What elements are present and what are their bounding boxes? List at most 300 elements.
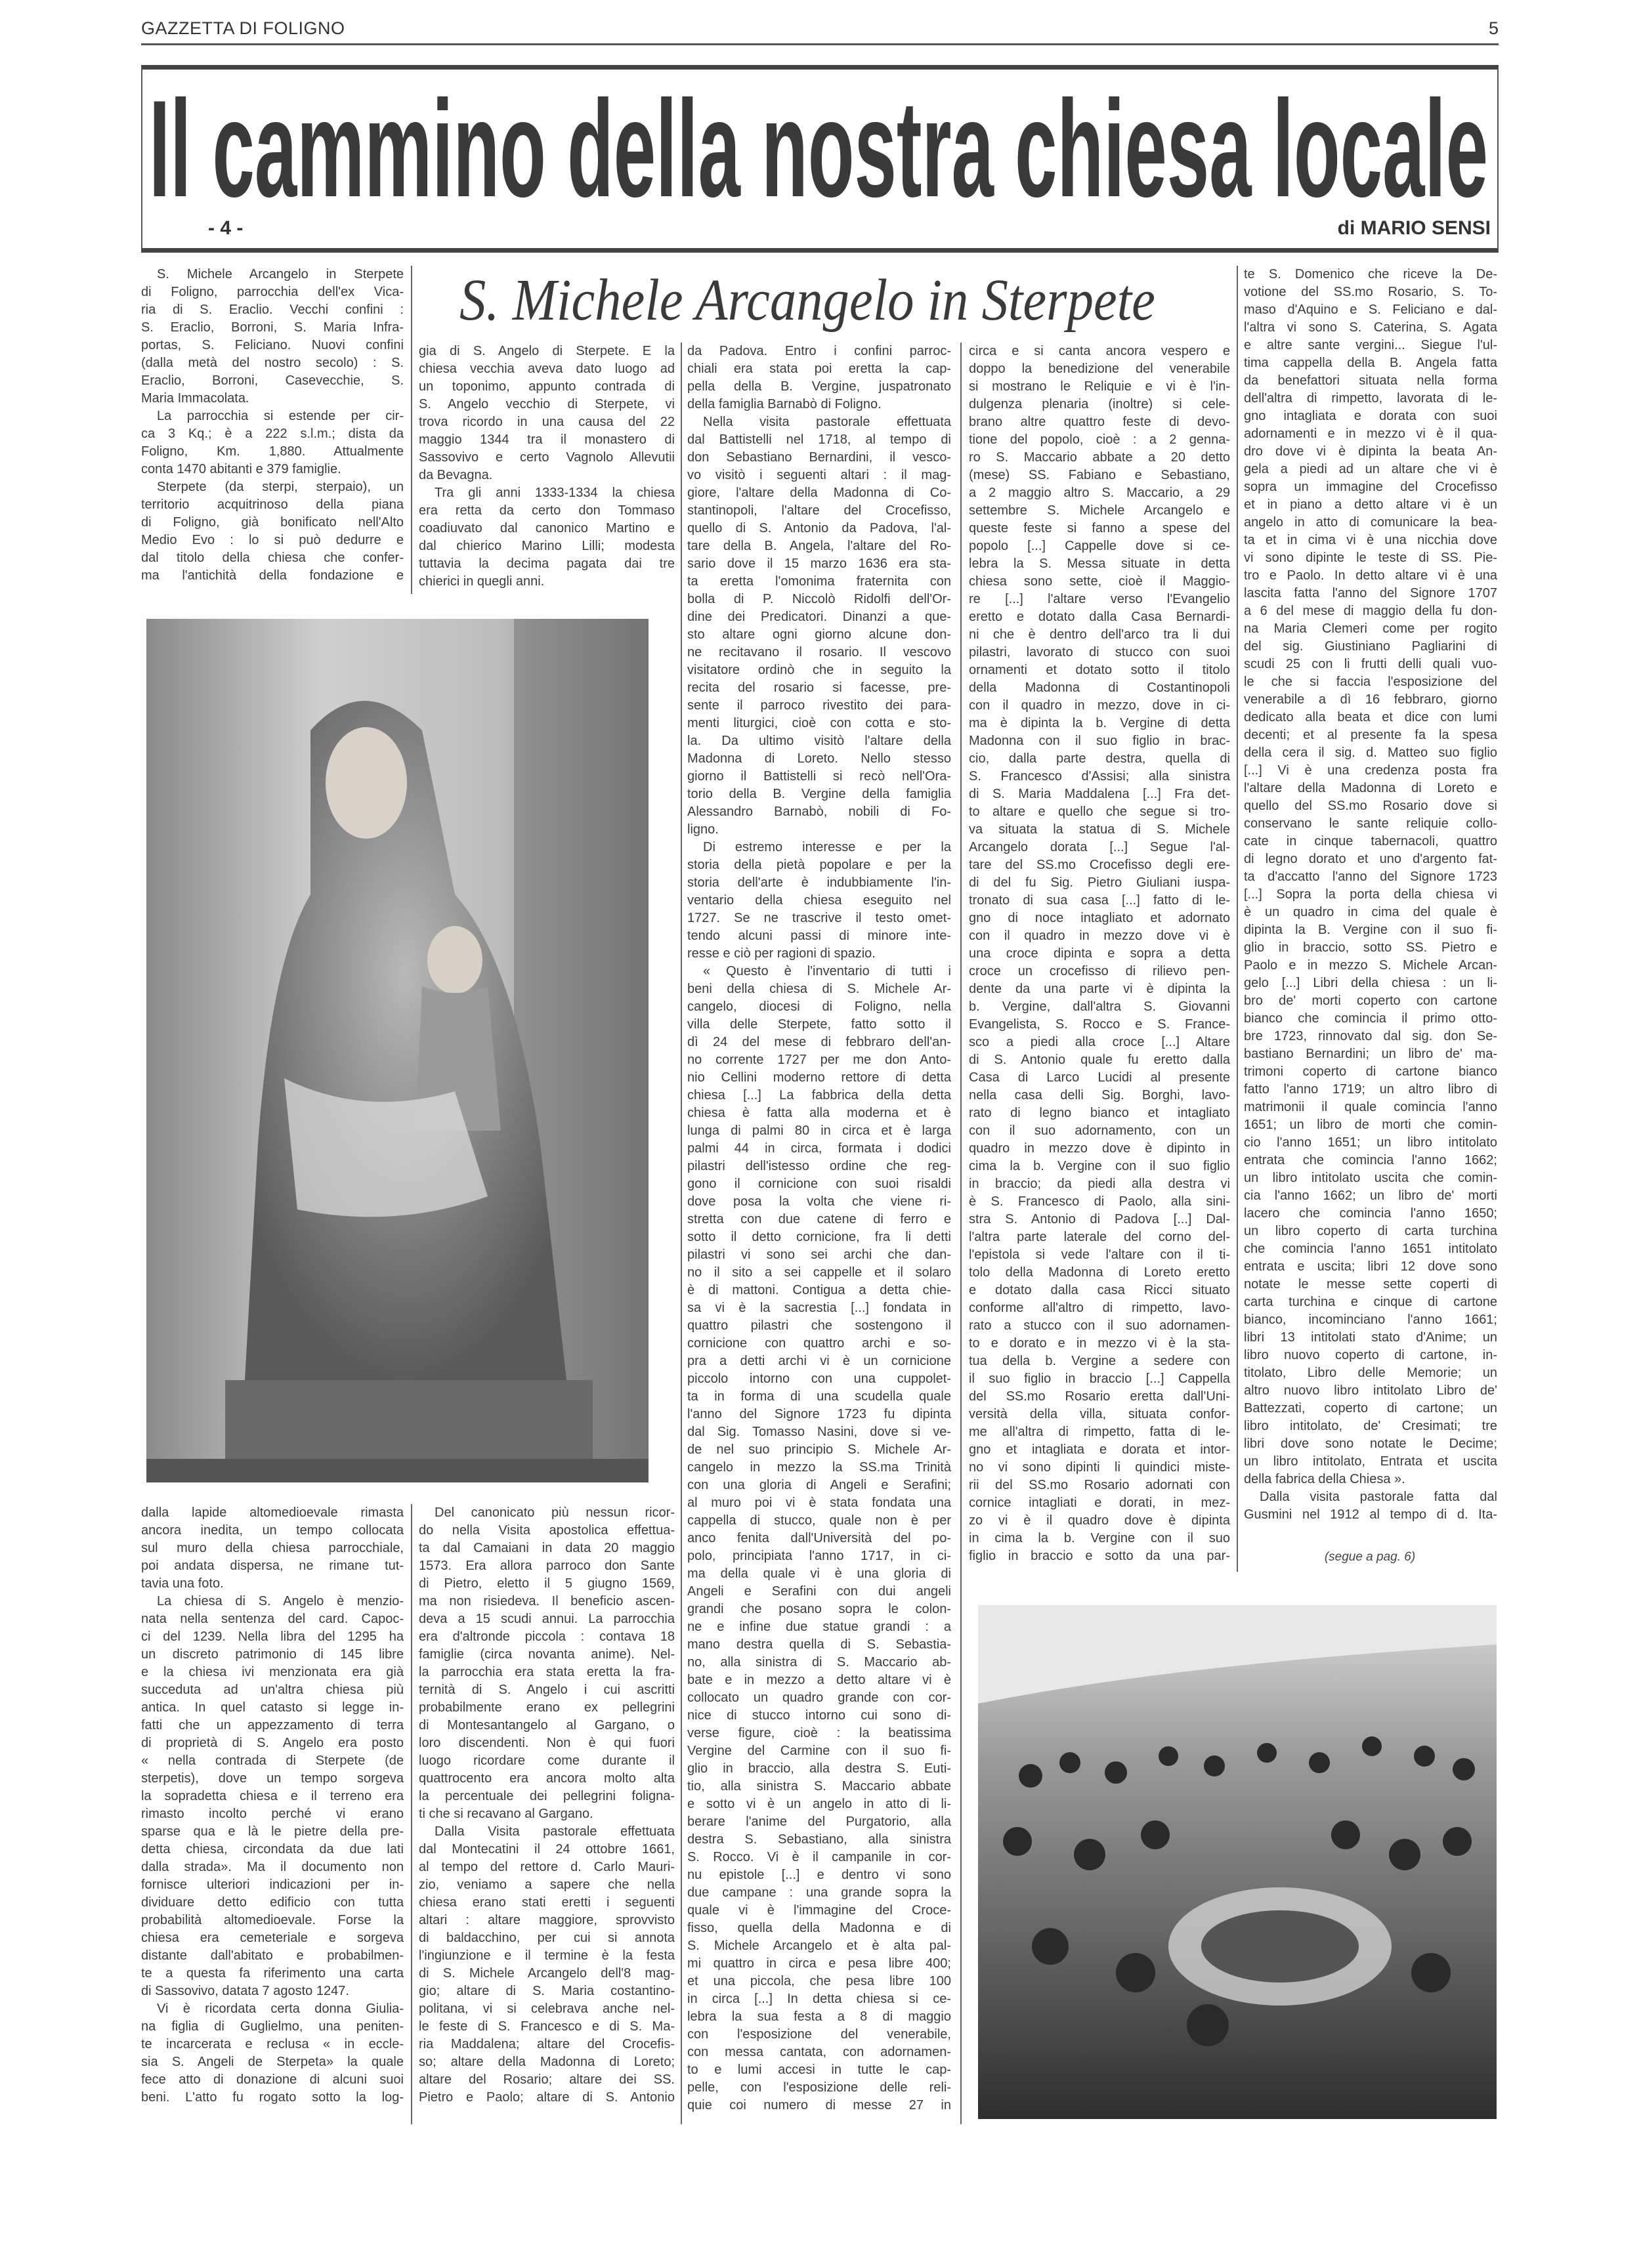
- text-line: cio, dalla parte destra, quella di: [969, 751, 1230, 766]
- text-line: villa delle Sterpete, fatto sotto il: [687, 1017, 951, 1032]
- text-line: chiesa era cemeteriale e sorgeva: [141, 1931, 404, 1945]
- text-line: tio, alla sinistra S. Maccario abbate: [687, 1779, 951, 1794]
- text-line: na figlia di Guglielmo, una peniten-: [141, 2019, 404, 2034]
- madonna-statue-photo: [146, 619, 649, 1482]
- text-line: distante dall'abitato e probabilmen-: [141, 1948, 404, 1963]
- text-line: con il quadro in mezzo dove vi è: [969, 929, 1230, 943]
- text-line: altro nuovo libro intitolato Libro de': [1244, 1383, 1497, 1398]
- text-line: storia dell'arte è indubbiamente l'in-: [687, 875, 951, 890]
- text-line: mano destra quella di S. Sebastia-: [687, 1637, 951, 1652]
- text-line: chierici in quegli anni.: [419, 574, 545, 589]
- text-line: tare della B. Angela, l'altare del Ro-: [687, 539, 951, 553]
- text-line: no corrente 1727 per me don Anto-: [687, 1053, 951, 1067]
- text-line: S. Michele Arcangelo in Sterpete: [157, 267, 404, 282]
- text-line: e la chiesa ivi menzionata era già: [141, 1665, 404, 1679]
- text-line: loro discendenti. Non è qui fuori: [419, 1736, 675, 1750]
- text-line: « Questo è l'inventario di tutti i: [703, 964, 951, 978]
- text-line: dal Sig. Tomasso Nasini, dove si ve-: [687, 1425, 951, 1439]
- text-line: Madonna con il suo figlio in brac-: [969, 734, 1230, 748]
- text-line: ta eretta l'omonima fraternita con: [687, 574, 951, 589]
- text-line: ancora inedita, un tempo collocata: [141, 1523, 404, 1538]
- text-line: to e lumi accesi in tutte le cap-: [687, 2063, 951, 2077]
- text-line: venerabile a dì 16 febbraro, giorno: [1244, 692, 1497, 707]
- text-line: dalla lapide altomedioevale rimasta: [141, 1505, 404, 1520]
- article-title-graphic: [459, 266, 1168, 335]
- text-line: al muro poi vi è stata fondata una: [687, 1496, 951, 1510]
- text-line: Sassovivo e certo Vagnolo Allevutii: [419, 450, 675, 465]
- text-line: la. Da ultimo visitò l'altare della: [687, 734, 951, 748]
- text-line: ornamenti et dotato sotto il titolo: [969, 663, 1230, 677]
- text-line: altari : altare maggiore, sprovvisto: [419, 1913, 675, 1927]
- text-line: beni. L'atto fu rogato sotto la log-: [141, 2090, 404, 2105]
- text-line: ta dal Camaiani in data 20 maggio: [419, 1541, 675, 1555]
- text-line: gono il cornicione con suoi risaldi: [687, 1177, 951, 1191]
- text-line: di S. Maria Maddalena [...] Fra det-: [969, 787, 1230, 801]
- text-line: tronato di sua casa [...] fatto di le-: [969, 893, 1230, 908]
- text-line: l'ingiunzione e il termine è la festa: [419, 1948, 675, 1963]
- text-line: 1651; un libro de morti che comin-: [1244, 1118, 1497, 1132]
- text-line: titolato, Libro delle Memorie; un: [1244, 1366, 1497, 1380]
- text-line: stantinopoli, l'altare del Crocefisso,: [687, 503, 951, 518]
- text-line: ne e infine due statue grandi : a: [687, 1620, 951, 1634]
- text-line: gno intagliata e dorata con suoi: [1244, 409, 1497, 423]
- text-line: et in piano a detto altare vi è un: [1244, 497, 1497, 512]
- text-line: angelo in atto di comunicare la bea-: [1244, 515, 1497, 530]
- text-line: ca 3 Kq.; è a 222 s.l.m.; dista da: [141, 427, 404, 441]
- text-line: pilastri, lavorato di stucco con suoi: [969, 645, 1230, 660]
- text-line: ma è dipinta la b. Vergine di detta: [969, 716, 1230, 730]
- text-line: sparse qua e là le pietre della pre-: [141, 1824, 404, 1839]
- text-line: la sopradetta chiesa e il terreno era: [141, 1789, 404, 1803]
- text-line: di S. Antonio quale fu eretto dalla: [969, 1053, 1230, 1067]
- text-line: trova ricordo in una causa del 22: [419, 415, 675, 429]
- text-line: quello di S. Antonio da Padova, l'al-: [687, 521, 951, 536]
- text-line: palmi 44 in circa, formata i dodici: [687, 1141, 951, 1156]
- text-line: adornamenti e in mezzo vi è il qua-: [1244, 427, 1497, 441]
- text-line: ne recitavano il rosario. Il vescovo: [687, 645, 951, 660]
- column-rule: [1237, 266, 1238, 1572]
- text-line: (mese) SS. Fabiano e Sebastiano,: [969, 468, 1230, 482]
- text-line: della fabrica della Chiesa ».: [1244, 1472, 1405, 1486]
- text-line: luogo ricordare come durante il: [419, 1754, 675, 1768]
- text-line: te incarcerata e reclusa « in eccle-: [141, 2037, 404, 2051]
- text-line: è di mattoni. Contigua a detta chie-: [687, 1283, 951, 1297]
- text-line: scudi 25 con li frutti delli quali vuo-: [1244, 657, 1497, 671]
- text-line: te a questa fa riferimento una carta: [141, 1966, 404, 1981]
- publication-name: GAZZETTA DI FOLIGNO: [141, 18, 345, 38]
- text-line: glio in braccio, sotto SS. Pietro e: [1244, 940, 1497, 955]
- column-rule: [681, 343, 682, 2124]
- text-line: da Padova. Entro i confini parroc-: [687, 344, 951, 358]
- text-line: Gusmini nel 1912 al tempo di d. Ita-: [1244, 1507, 1497, 1522]
- text-line: dal chierico Marino Lilli; modesta: [419, 539, 675, 553]
- text-line: popolo [...] Cappelle dove si ce-: [969, 539, 1230, 553]
- text-line: ta in forma di una scudella quale: [687, 1389, 951, 1404]
- text-line: cima la b. Vergine con il suo figlio: [969, 1159, 1230, 1173]
- text-line: portas, S. Feliciano. Nuovi confini: [141, 338, 404, 352]
- continued-note: (segue a pag. 6): [1324, 1550, 1416, 1564]
- text-line: in braccio; da piedi alla destra vi: [969, 1177, 1230, 1191]
- text-line: ma non risiedeva. Il beneficio ascen-: [419, 1594, 675, 1608]
- text-line: ci del 1239. Nella libra del 1295 ha: [141, 1629, 404, 1644]
- text-line: libro nuovo coperto di cartone, in-: [1244, 1348, 1497, 1362]
- text-line: destra S. Sebastiano, alla sinistra: [687, 1832, 951, 1847]
- text-line: Battezzati, coperto di cartone; un: [1244, 1401, 1497, 1416]
- text-line: eretto e dotato dalla Casa Bernardi-: [969, 610, 1230, 624]
- text-line: di proprietà di S. Angelo era posto: [141, 1736, 404, 1750]
- text-line: succeduta ad un'altra chiesa più: [141, 1683, 404, 1697]
- text-line: con una gloria di Angeli e Serafini;: [687, 1478, 951, 1492]
- text-line: resse e ciò per ragioni di spazio.: [687, 946, 876, 961]
- text-line: detta chiesa, circondata da due lati: [141, 1842, 404, 1857]
- text-line: no vi sono dipinti li quindici miste-: [969, 1460, 1230, 1475]
- text-line: lascita fatta l'anno del Signore 1707: [1244, 586, 1497, 600]
- text-line: di Sassovivo, datata 7 agosto 1247.: [141, 1984, 349, 1998]
- text-line: con il quadro in mezzo, dove in ci-: [969, 698, 1230, 713]
- article-title: S. Michele Arcangelo in Sterpete: [459, 268, 1155, 333]
- column-5: [1244, 266, 1497, 1524]
- text-line: Vergine del Carmine con il suo fi-: [687, 1744, 951, 1758]
- text-line: giore, l'altare della Madonna di Co-: [687, 486, 951, 500]
- column-rule: [411, 266, 412, 594]
- text-line: cangelo, diocesi di Foligno, nella: [687, 999, 951, 1014]
- text-line: territorio acquitrinoso della piana: [141, 497, 404, 512]
- text-line: dì 24 del mese di febbraro dell'an-: [687, 1035, 951, 1049]
- text-line: sco a piedi alla croce [...] Altare: [969, 1035, 1230, 1049]
- text-line: entrata e uscita; libri 12 dove sono: [1244, 1259, 1497, 1274]
- text-line: con il suo adornamento, con un: [969, 1124, 1230, 1138]
- text-line: dine dei Predicatori. Dinanzi a que-: [687, 610, 951, 624]
- text-line: me all'altra di rimpetto, fatta di le-: [969, 1425, 1230, 1439]
- text-line: probabilità altomedioevale. Forse la: [141, 1913, 404, 1927]
- text-line: della Madonna di Costantinopoli: [969, 681, 1230, 695]
- text-line: figlio in braccio e sotto da una par-: [969, 1549, 1230, 1563]
- text-line: ti che si recavano al Gargano.: [419, 1807, 593, 1821]
- text-line: notate le messe sette coperti di: [1244, 1277, 1497, 1292]
- text-line: ternità di S. Angelo i cui ascritti: [419, 1683, 675, 1697]
- text-line: ta et in cima vi è una nicchia dove: [1244, 533, 1497, 547]
- text-line: rii del SS.mo Rosario adornati con: [969, 1478, 1230, 1492]
- text-line: chiesa è fatta alla moderna et è: [687, 1106, 951, 1120]
- text-line: na Maria Clemeri come per rogito: [1244, 621, 1497, 636]
- text-line: libri 13 intitolati stato d'Anime; un: [1244, 1330, 1497, 1345]
- text-line: matrimonii il quale comincia l'anno: [1244, 1100, 1497, 1114]
- text-line: di legno dorato et uno d'argento fat-: [1244, 852, 1497, 866]
- text-line: probabilmente erano ex pellegrini: [419, 1700, 675, 1715]
- text-line: bro de' morti coperto con cartone: [1244, 994, 1497, 1008]
- text-line: Vi è ricordata certa donna Giulia-: [157, 2002, 404, 2016]
- text-line: va situata la statua di S. Michele: [969, 822, 1230, 837]
- text-line: decenti; et al presente fa la spesa: [1244, 728, 1497, 742]
- text-line: coadiuvato dal canonico Martino e: [419, 521, 675, 536]
- text-line: era d'altronde piccola : contava 18: [419, 1629, 675, 1644]
- column-2-bottom: [419, 1504, 675, 2107]
- series-title-graphic: [149, 81, 1491, 213]
- text-line: S. Angelo vecchio di Sterpete, vi: [419, 397, 675, 411]
- text-line: stra S. Antonio di Padova [...] Dal-: [969, 1212, 1230, 1227]
- text-line: ria di S. Eraclio. Vecchi confini :: [141, 303, 404, 317]
- text-line: a 2 maggio altro S. Maccario, a 29: [969, 486, 1230, 500]
- text-line: Evangelista, S. Rocco e S. France-: [969, 1017, 1230, 1032]
- text-line: maggio 1344 tra il monastero di: [419, 432, 675, 447]
- series-title-box: [141, 65, 1499, 253]
- text-line: pra a detti archi vi è un cornicione: [687, 1354, 951, 1368]
- text-line: La parrocchia si estende per cir-: [157, 409, 404, 423]
- text-line: berare l'anime del Purgatorio, alla: [687, 1815, 951, 1829]
- text-line: pilastri dell'istesso ordine che reg-: [687, 1159, 951, 1173]
- text-line: un libro coperto di carta turchina: [1244, 1224, 1497, 1238]
- text-line: ria Maddalena; altare del Crocefis-: [419, 2037, 675, 2051]
- text-line: brano altre quattro feste di devo-: [969, 415, 1230, 429]
- text-line: ma della quale vi è una gloria di: [687, 1566, 951, 1581]
- text-line: sotto il detto cornicione, fra li detti: [687, 1230, 951, 1244]
- text-line: altare del Rosario; altare dei SS.: [419, 2072, 675, 2087]
- text-line: quattro pilastri che sostengono il: [687, 1318, 951, 1333]
- text-line: pella della B. Vergine, juspatronato: [687, 379, 951, 394]
- text-line: e dotato dalla casa Ricci situato: [969, 1283, 1230, 1297]
- column-1-bottom: [141, 1504, 404, 2107]
- text-line: con l'esposizione del venerabile,: [687, 2027, 951, 2042]
- text-line: piccolo intorno con una cuppolet-: [687, 1372, 951, 1386]
- text-line: lacero che comincia l'anno 1650;: [1244, 1206, 1497, 1221]
- text-line: la parrocchia era stata eretta la fra-: [419, 1665, 675, 1679]
- text-line: et una piccola, che pesa libre 100: [687, 1974, 951, 1988]
- text-line: gela a piedi ad un altare che vi è: [1244, 462, 1497, 476]
- text-line: fece atto di donazione di alcuni suoi: [141, 2072, 404, 2087]
- text-line: ma l'antichità della fondazione e: [141, 568, 404, 583]
- text-line: mi quattro in circa e pesa libre 400;: [687, 1956, 951, 1971]
- text-line: torio della B. Vergine della famiglia: [687, 787, 951, 801]
- text-line: libri dove sono notate le Decime;: [1244, 1437, 1497, 1451]
- text-line: Di estremo interesse e per la: [703, 840, 951, 854]
- text-line: Nella visita pastorale effettuata: [703, 415, 951, 429]
- text-line: un libro intitolato, Entrata et uscita: [1244, 1454, 1497, 1469]
- text-line: da Bevagna.: [419, 468, 493, 482]
- text-line: chiesa [...] La fabbrica della detta: [687, 1088, 951, 1102]
- series-title: Il cammino della nostra chiesa locale: [149, 81, 1488, 213]
- text-line: un discreto patrimonio di 145 libre: [141, 1647, 404, 1662]
- text-line: sul muro della chiesa parrocchiale,: [141, 1541, 404, 1555]
- text-line: rato a stucco con il suo adornamen-: [969, 1318, 1230, 1333]
- text-line: settembre S. Michele Arcangelo e: [969, 503, 1230, 518]
- text-line: ni che è dentro dell'arco tra li dui: [969, 627, 1230, 642]
- text-line: nice di stucco intorno cui sono di-: [687, 1708, 951, 1723]
- text-line: 1573. Era allora parroco don Sante: [419, 1559, 675, 1573]
- text-line: l'altra vi sono S. Caterina, S. Agata: [1244, 320, 1497, 335]
- text-line: Dalla Visita pastorale effettuata: [435, 1824, 675, 1839]
- text-line: fatti che un appezzamento di terra: [141, 1718, 404, 1732]
- text-line: b. Vergine, dall'altra S. Giovanni: [969, 999, 1230, 1014]
- text-line: maso d'Aquino e S. Feliciano e dal-: [1244, 303, 1497, 317]
- text-line: Tra gli anni 1333-1334 la chiesa: [435, 486, 675, 500]
- column-2-top: [419, 343, 675, 591]
- text-line: Angeli e Serafini con dui angeli: [687, 1584, 951, 1599]
- text-line: famiglie (circa novanta anime). Nel-: [419, 1647, 675, 1662]
- text-line: dal titolo della chiesa che confer-: [141, 551, 404, 565]
- author-byline: di MARIO SENSI: [1337, 217, 1491, 239]
- text-line: quadro in mezzo dove è dipinto in: [969, 1141, 1230, 1156]
- text-line: [...] Sopra la porta della chiesa vi: [1244, 887, 1497, 902]
- text-line: rimasto incolto perché vi erano: [141, 1807, 404, 1821]
- text-line: so; altare della Madonna di Loreto;: [419, 2055, 675, 2069]
- text-line: e sotto vi è un angelo in atto di li-: [687, 1797, 951, 1811]
- text-line: Maria Immacolata.: [141, 391, 249, 406]
- text-line: cappella di stucco, quale non è per: [687, 1513, 951, 1528]
- text-line: dell'altra di rimpetto, lavorata di le-: [1244, 391, 1497, 406]
- text-line: storia della pietà popolare e per la: [687, 858, 951, 872]
- text-line: chiali era stata poi eretta la cap-: [687, 362, 951, 376]
- text-line: cornice intagliati e dorati, in mez-: [969, 1496, 1230, 1510]
- text-line: la percentuale dei pellegrini foligna-: [419, 1789, 675, 1803]
- text-line: bianco, incominciano l'anno 1661;: [1244, 1312, 1497, 1327]
- text-line: recita del rosario si facesse, pre-: [687, 681, 951, 695]
- series-number: - 4 -: [208, 217, 244, 239]
- text-line: cornicione con quattro archi e so-: [687, 1336, 951, 1351]
- text-line: dulgenza plenaria (inoltre) si cele-: [969, 397, 1230, 411]
- text-line: ligno.: [687, 822, 719, 837]
- text-line: gno di noce intagliato et adornato: [969, 911, 1230, 925]
- text-line: due campane : una grande sopra la: [687, 1885, 951, 1900]
- text-line: pelle, con l'esposizione delle reli-: [687, 2080, 951, 2095]
- procession-crowd-photo: [978, 1605, 1497, 2119]
- text-line: della cera il sig. d. Matteo suo figlio: [1244, 746, 1497, 760]
- page-number: 5: [1488, 18, 1499, 38]
- text-line: e altre sante vergini... Siegue l'ul-: [1244, 338, 1497, 352]
- text-line: cia l'anno 1662; un libro de' morti: [1244, 1188, 1497, 1203]
- text-line: tione del popolo, cioè : a 2 genna-: [969, 432, 1230, 447]
- text-line: Medio Evo : lo si può dedurre e: [141, 533, 404, 547]
- text-line: carta turchina e cinque di cartone: [1244, 1295, 1497, 1309]
- text-line: quie coi numero di messe 27 in: [687, 2098, 951, 2112]
- text-line: entrata che comincia l'anno 1662;: [1244, 1153, 1497, 1167]
- text-line: (dalla metà del nostro secolo) : S.: [141, 356, 404, 370]
- text-line: to altare e quello che segue si tro-: [969, 805, 1230, 819]
- text-line: chiesa erano stati eretti i seguenti: [419, 1895, 675, 1910]
- text-line: è un quadro in cima del quale è: [1244, 905, 1497, 919]
- column-1-top: [141, 266, 404, 585]
- text-line: libro intitolato, de' Cresimati; tre: [1244, 1419, 1497, 1433]
- text-line: antica. In quel catasto si legge in-: [141, 1700, 404, 1715]
- text-line: di Montesantangelo al Gargano, o: [419, 1718, 675, 1732]
- text-line: verse figure, cioè : la beatissima: [687, 1726, 951, 1740]
- text-line: « nella contrada di Sterpete (de: [141, 1754, 404, 1768]
- text-line: conforme all'altro di rimpetto, lavo-: [969, 1301, 1230, 1315]
- text-line: bolla di P. Niccolò Ridolfi dell'Or-: [687, 592, 951, 606]
- text-line: dividuare detto edificio con tutta: [141, 1895, 404, 1910]
- text-line: Casa di Larco Lucidi al presente: [969, 1070, 1230, 1085]
- text-line: trimoni coperto di cartone bianco: [1244, 1064, 1497, 1079]
- text-line: chiesa sono sette, cioè il Maggio-: [969, 574, 1230, 589]
- text-line: zio, veniamo a sapere che nella: [419, 1878, 675, 1892]
- text-line: cate in cinque tabernacoli, quattro: [1244, 834, 1497, 849]
- text-line: do nella Visita apostolica effettua-: [419, 1523, 675, 1538]
- text-line: l'altare della Madonna di Loreto e: [1244, 781, 1497, 795]
- text-line: de nel suo principio S. Michele Ar-: [687, 1442, 951, 1457]
- text-line: bre 1723, rinnovato dal sig. don Se-: [1244, 1029, 1497, 1043]
- text-line: anco fenita dall'Università del po-: [687, 1531, 951, 1545]
- text-line: versità della villa, situata confor-: [969, 1407, 1230, 1421]
- text-line: al tempo del rettore d. Carlo Mauri-: [419, 1860, 675, 1874]
- text-line: queste feste si fanno a spese del: [969, 521, 1230, 536]
- text-line: l'epistola si vede l'altare con il ti-: [969, 1248, 1230, 1262]
- text-line: no, alla sinistra di S. Maccario ab-: [687, 1655, 951, 1670]
- column-4: [969, 343, 1230, 1565]
- text-line: gia di S. Angelo di Sterpete. E la: [419, 344, 675, 358]
- text-line: stretta con due catene di ferro e: [687, 1212, 951, 1227]
- text-line: sia S. Angeli de Sterpeta» la quale: [141, 2055, 404, 2069]
- text-line: di baldacchino, per cui si annota: [419, 1931, 675, 1945]
- text-line: Pietro e Paolo; altare di S. Antonio: [419, 2090, 675, 2105]
- text-line: zo vi è il quadro dove è dipinta: [969, 1513, 1230, 1528]
- text-line: era retta da certo don Tommaso: [419, 503, 675, 518]
- text-line: del sig. Giustiniano Pagliarini di: [1244, 639, 1497, 654]
- text-line: lebra la S. Messa situate in detta: [969, 556, 1230, 571]
- text-line: un toponimo, appunto contrada di: [419, 379, 675, 394]
- text-line: fisso, quella della Madonna e di: [687, 1921, 951, 1935]
- text-line: gelo [...] Libri della chiesa : un li-: [1244, 976, 1497, 990]
- text-line: giorno il Battistelli si recò nell'Ora-: [687, 769, 951, 784]
- text-line: ro S. Maccario abbate a 20 detto: [969, 450, 1230, 465]
- text-line: collocato un quadro grande con cor-: [687, 1690, 951, 1705]
- text-line: votione del SS.mo Rosario, S. To-: [1244, 285, 1497, 299]
- text-line: a 6 del mese di maggio della fu don-: [1244, 604, 1497, 618]
- text-line: Madonna di Loreto. Nello stesso: [687, 751, 951, 766]
- text-line: quale vi è l'immagine del Croce-: [687, 1903, 951, 1918]
- text-line: dal Montecatini il 24 ottobre 1661,: [419, 1842, 675, 1857]
- text-line: bianco che comincia il primo otto-: [1244, 1011, 1497, 1026]
- text-line: fatto l'anno 1719; un altro libro di: [1244, 1082, 1497, 1097]
- text-line: tendo alcuni passi di minore inte-: [687, 929, 951, 943]
- text-line: re [...] l'altare verso l'Evangelio: [969, 592, 1230, 606]
- text-line: bate e in mezzo a detto altare vi è: [687, 1673, 951, 1687]
- text-line: nella casa delli Sig. Borghi, lavo-: [969, 1088, 1230, 1102]
- text-line: le feste di S. Francesco e di S. Ma-: [419, 2019, 675, 2034]
- text-line: conta 1470 abitanti e 379 famiglie.: [141, 462, 341, 476]
- text-line: circa e si canta ancora vespero e: [969, 344, 1230, 358]
- text-line: di S. Michele Arcangelo dell'8 mag-: [419, 1966, 675, 1981]
- text-line: nu epistole [...] e dentro vi sono: [687, 1868, 951, 1882]
- text-line: Eraclio, Borroni, Casevecchie, S.: [141, 373, 404, 388]
- text-line: quello del SS.mo Rosario dove si: [1244, 799, 1497, 813]
- text-line: sopra un immagine del Crocefisso: [1244, 480, 1497, 494]
- text-line: sario dove il 15 marzo 1636 era sta-: [687, 556, 951, 571]
- text-line: di del fu Sig. Pietro Giuliani iuspa-: [969, 875, 1230, 890]
- text-line: ventario della chiesa eseguito nel: [687, 893, 951, 908]
- text-line: cio l'anno 1651; un libro intitolato: [1244, 1135, 1497, 1150]
- text-line: di Pietro, eletto il 5 giugno 1569,: [419, 1576, 675, 1591]
- text-line: sente il parroco rivestito dei para-: [687, 698, 951, 713]
- text-line: Paolo e in mezzo S. Michele Arcan-: [1244, 958, 1497, 973]
- text-line: Foligno, Km. 1,880. Attualmente: [141, 444, 404, 459]
- text-line: [...] Vi è una credenza posta fra: [1244, 763, 1497, 778]
- text-line: Arcangelo dorata [...] Segue l'al-: [969, 840, 1230, 854]
- text-line: S. Michele Arcangelo et è alta pal-: [687, 1939, 951, 1953]
- text-line: to e dorato e in mezzo vi è la sta-: [969, 1336, 1230, 1351]
- text-line: l'altra parte laterale del corno del-: [969, 1230, 1230, 1244]
- text-line: menti liturgici, cioè con cotta e sto-: [687, 716, 951, 730]
- text-line: in circa [...] In detta chiesa si ce-: [687, 1992, 951, 2006]
- text-line: del SS.mo Rosario eretta dall'Uni-: [969, 1389, 1230, 1404]
- text-line: di Foligno, parrocchia dell'ex Vica-: [141, 285, 404, 299]
- text-line: grandi che posano sopra le colon-: [687, 1602, 951, 1616]
- text-line: gno et intagliata e dorata et intor-: [969, 1442, 1230, 1457]
- text-line: nata nella sentenza del card. Capoc-: [141, 1612, 404, 1626]
- text-line: no il sito a sei cappelle et il solaro: [687, 1265, 951, 1280]
- text-line: S. Eraclio, Borroni, S. Maria Infra-: [141, 320, 404, 335]
- text-line: Del canonicato più nessun ricor-: [435, 1505, 675, 1520]
- text-line: dalla strada». Ma il documento non: [141, 1860, 404, 1874]
- text-line: dal Battistelli nel 1718, al tempo di: [687, 432, 951, 447]
